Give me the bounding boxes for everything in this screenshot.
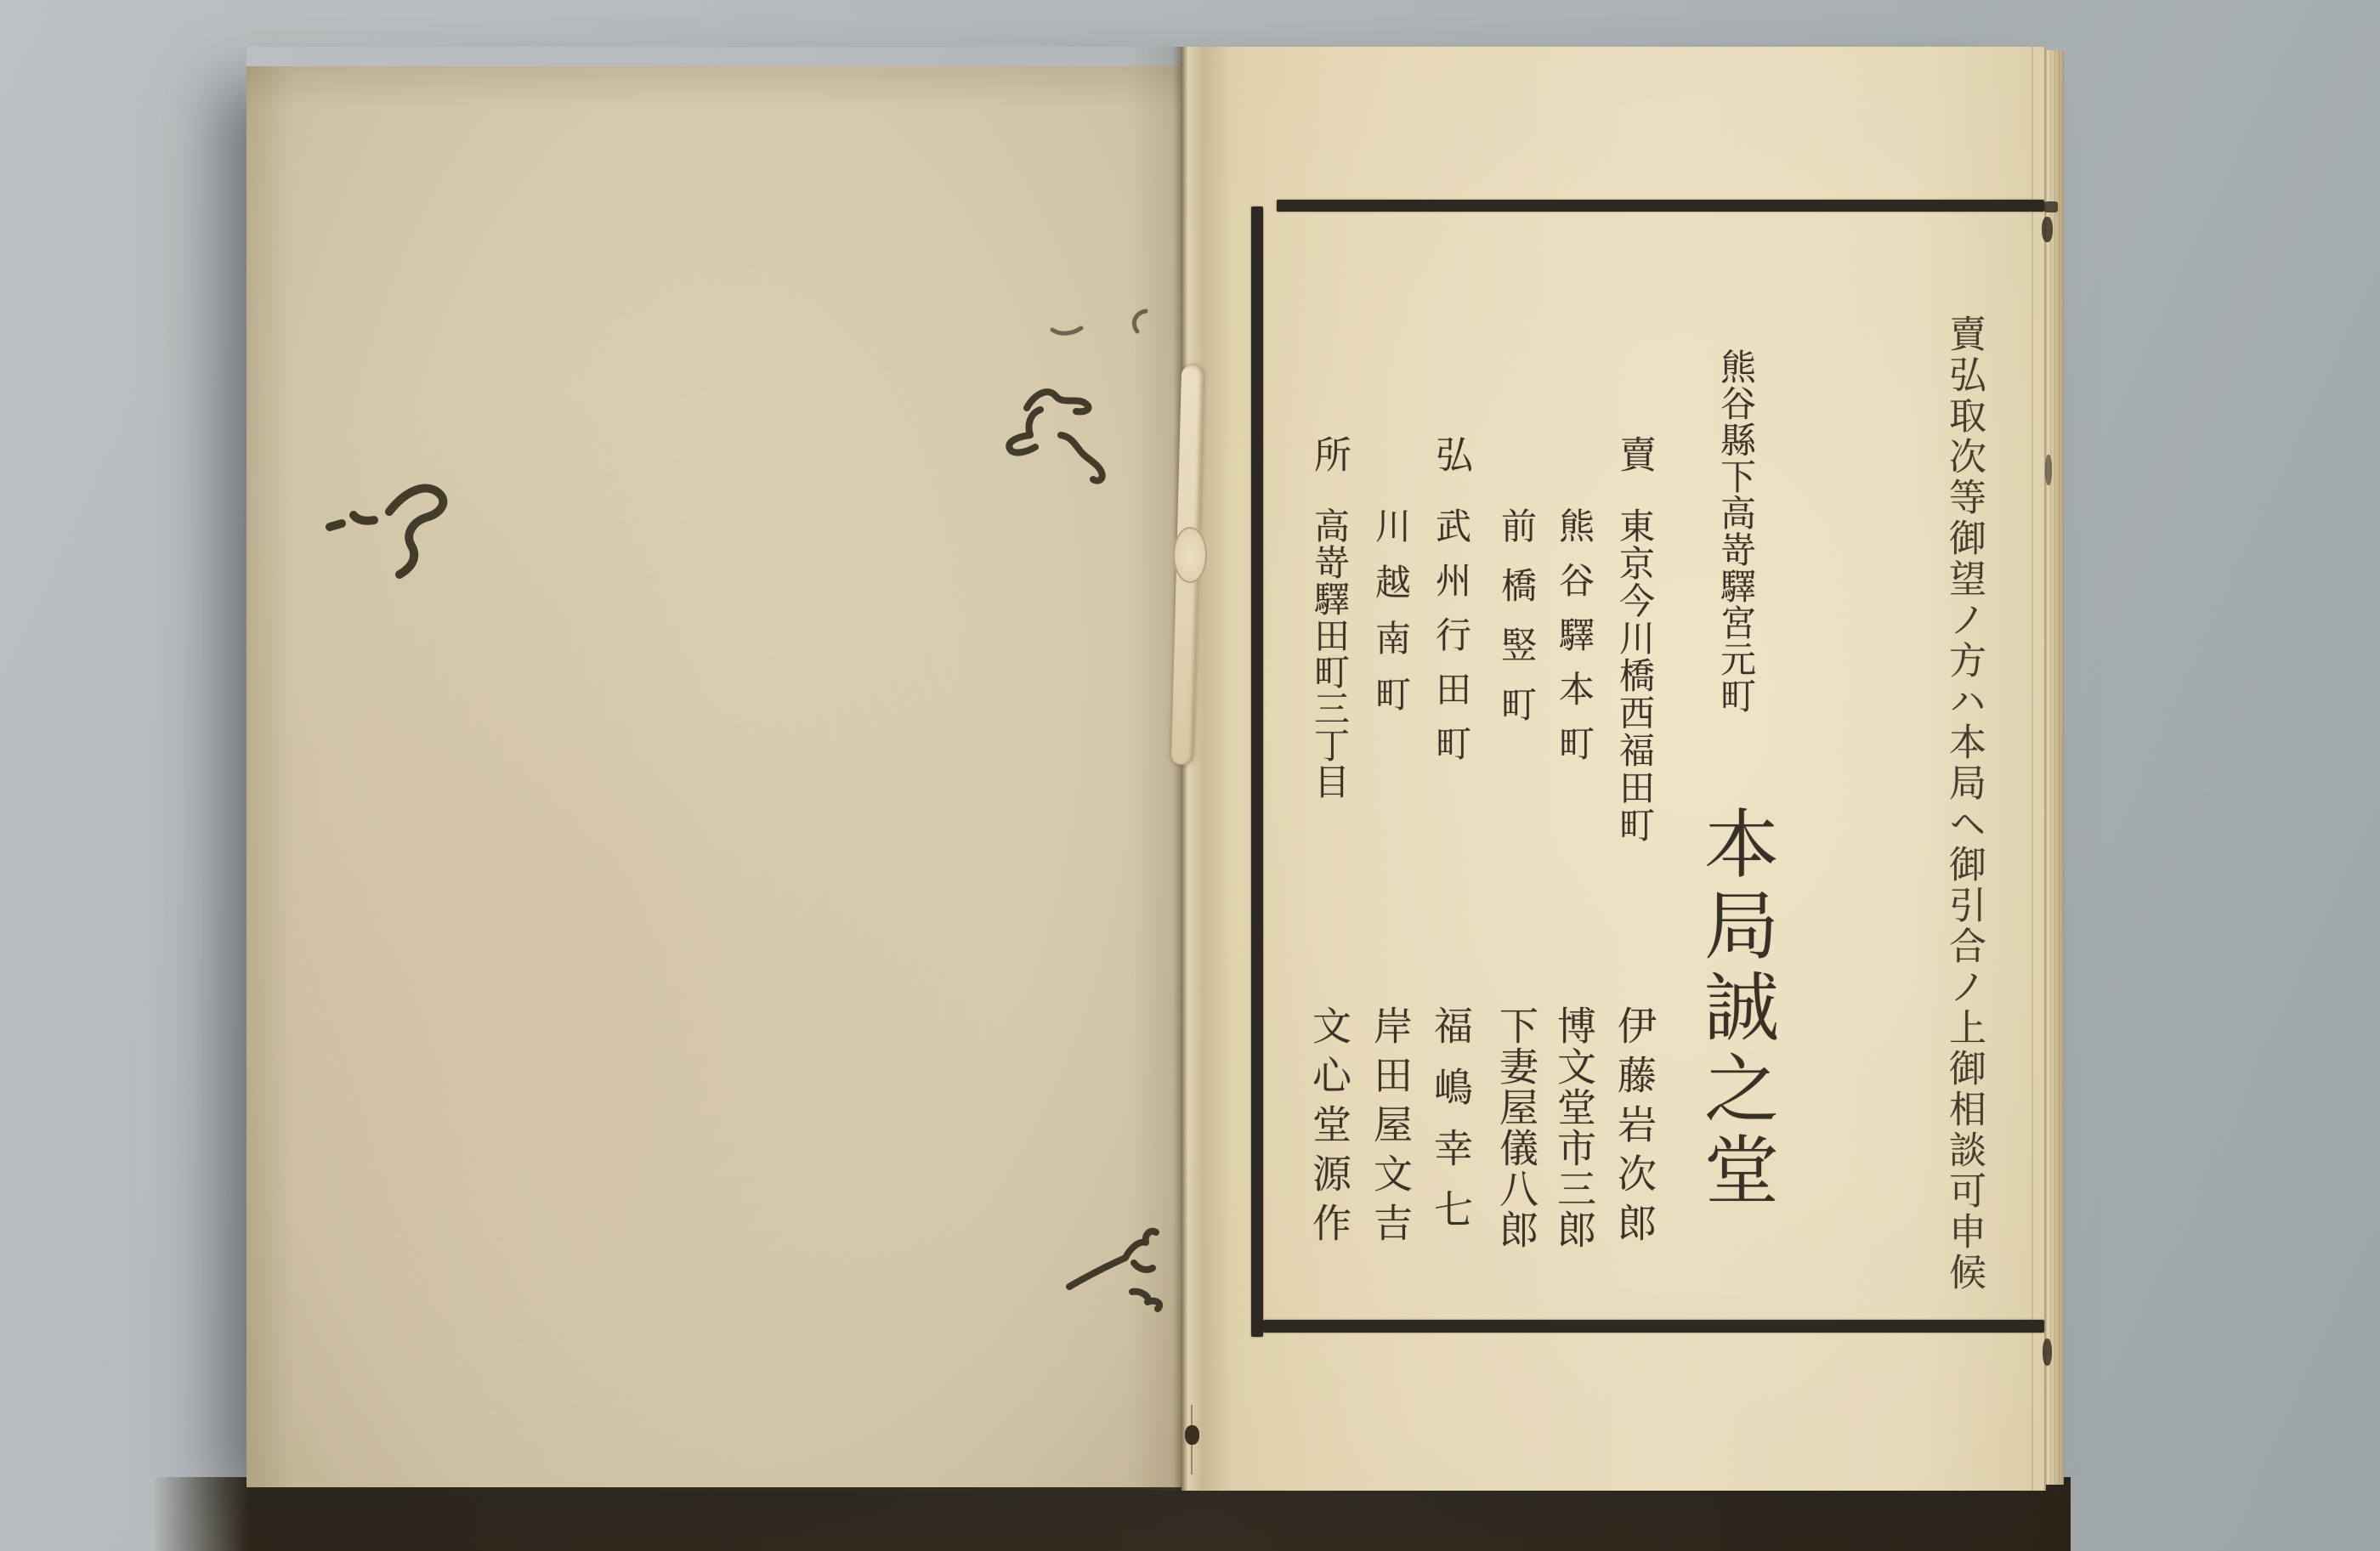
publisher-location: 熊谷縣下高嵜驛宮元町 <box>1715 348 1754 714</box>
ink-smudge <box>1069 1231 1159 1309</box>
seller-address: 前橋竪町 <box>1496 507 1535 745</box>
colophon-frame-bottom <box>1263 1320 2044 1333</box>
seller-name: 博文堂市三郎 <box>1552 1005 1595 1250</box>
colophon-frame-top <box>1277 200 2044 212</box>
left-page <box>246 66 1182 1487</box>
binding-paper-knot <box>1173 527 1207 583</box>
publisher-name: 本局誠之堂 <box>1693 805 1776 1213</box>
ink-smudge <box>1009 392 1102 480</box>
open-book <box>246 47 2064 1491</box>
seller-name: 伊藤岩次郎 <box>1612 1005 1656 1252</box>
page-edge-crease <box>2032 47 2033 1491</box>
page-stack-edge <box>2046 50 2064 1485</box>
seller-name: 文心堂源作 <box>1307 1005 1351 1252</box>
ink-smudges <box>246 66 1182 1487</box>
right-page <box>1182 47 2046 1491</box>
binding-stitch <box>1185 1425 1199 1445</box>
seller-address: 武州行田町 <box>1431 507 1470 779</box>
edge-ink-bleed <box>2042 217 2053 242</box>
seller-address: 熊谷驛本町 <box>1554 507 1593 779</box>
colophon-frame-left <box>1251 207 1263 1337</box>
seller-name: 下妻屋儀八郎 <box>1494 1005 1538 1250</box>
seller-address: 高嵜驛田町三丁目 <box>1309 507 1348 800</box>
seller-section-label: 賣 <box>1613 435 1655 473</box>
edge-ink-bleed <box>2044 201 2058 212</box>
seller-section-label: 所 <box>1308 435 1350 473</box>
seller-address: 川越南町 <box>1370 507 1409 732</box>
edge-ink-bleed <box>2043 1339 2052 1366</box>
seller-address: 東京今川橋西福田町 <box>1614 507 1653 844</box>
ink-smudge <box>1052 311 1146 333</box>
ink-smudge <box>330 489 443 575</box>
edge-ink-bleed <box>2045 455 2052 485</box>
distribution-notice: 賣弘取次等御望ノ方ハ本局ヘ御引合ノ上御相談可申候 <box>1943 314 1985 1293</box>
seller-name: 岸田屋文吉 <box>1368 1005 1412 1252</box>
seller-name: 福嶋幸七 <box>1429 1005 1472 1250</box>
seller-section-label: 弘 <box>1430 435 1471 473</box>
